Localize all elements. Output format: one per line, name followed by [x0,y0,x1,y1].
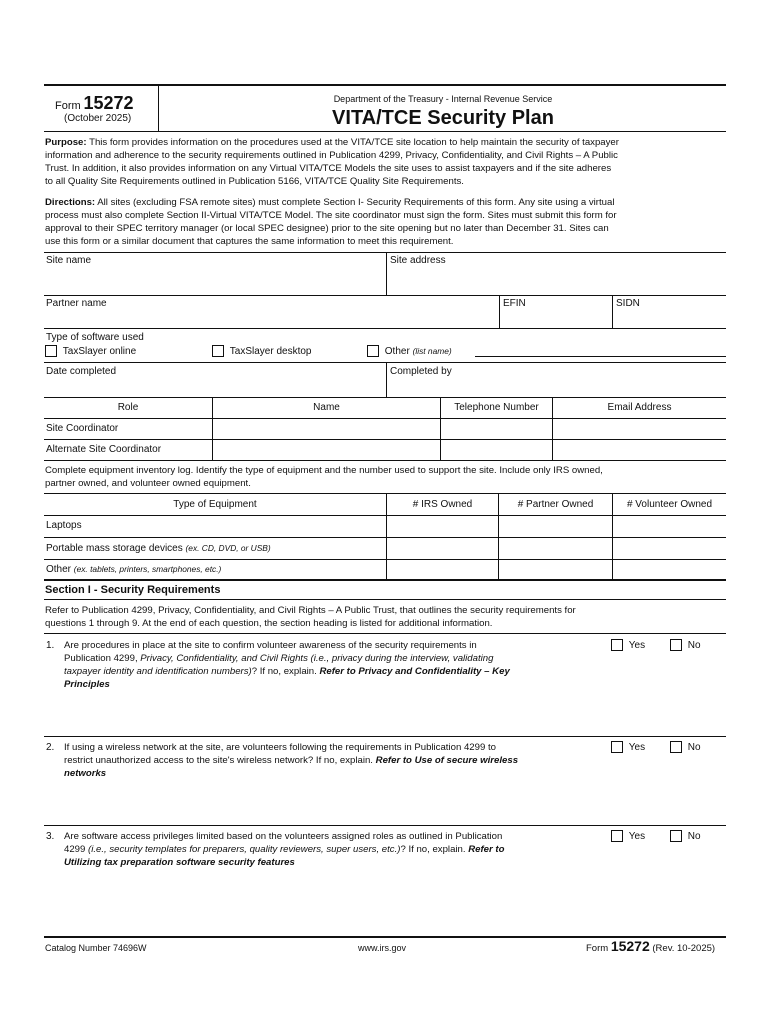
form-number: 15272 [83,93,134,113]
q2-no[interactable] [670,741,701,753]
website-link[interactable]: www.irs.gov [358,943,407,953]
checkbox[interactable] [212,345,224,357]
q3-explanation-area[interactable] [64,872,726,935]
form-date: (October 2025) [64,113,132,124]
efin-label: EFIN [503,298,526,309]
question-2-text [64,742,604,781]
no-label: No [687,830,701,842]
checkbox[interactable] [367,345,379,357]
partner-name-label: Partner name [46,298,107,309]
yes-label: Yes [628,639,646,651]
question-line: restrict unauthorized access to the site's wireless network? If no, explain. [64,754,376,766]
purpose-line: information and adherence to the security requirements outlined in Publication 4299, Privacy, Confidentiality, and Civil Rights – A Public [45,149,618,161]
footer-form-id [586,938,715,954]
question-reference: Utilizing tax preparation software security features [64,856,295,868]
q2-yes[interactable] [611,741,645,753]
inventory-col-divider [386,494,387,579]
purpose-label: Purpose: [45,137,87,148]
equipment-other [46,563,221,576]
role-table-bottom [44,460,726,461]
software-option-other[interactable] [367,345,452,357]
section-title: Section I - Security Requirements [45,584,221,596]
alt-coordinator-email[interactable] [553,440,726,460]
question-line: 4299 [64,843,89,855]
checkbox[interactable] [611,741,623,753]
no-label: No [687,741,701,753]
other-irs-count[interactable] [387,560,498,579]
question-line: (i.e., security templates for preparers, quality reviewers, super users, etc.) [88,843,401,855]
completed-by-label: Completed by [390,366,452,377]
inventory-col-divider [498,494,499,579]
role-table-top [44,397,726,398]
top-rule [44,84,726,86]
checkbox[interactable] [670,830,682,842]
question-number: 3. [46,831,55,842]
checkbox[interactable] [45,345,57,357]
irs-owned-header: # IRS Owned [412,499,473,510]
question-number: 1. [46,640,55,651]
equipment-type-header: Type of Equipment [173,499,257,510]
question-1-text [64,640,604,692]
role-col-divider [552,398,553,460]
question-line: ? If no, explain. [400,843,469,855]
inventory-intro-line: partner owned, and volunteer owned equipment. [45,477,251,489]
alt-coordinator-name[interactable] [213,440,440,460]
option-label: Other [384,345,410,357]
equipment-label: Portable mass storage devices [46,543,183,554]
other-partner-count[interactable] [499,560,612,579]
equipment-label: Other [46,564,72,575]
directions-line: approval to their SPEC territory manager (or local SPEC designee) prior to the site opening but no later than December 31. Sites can [45,222,609,234]
checkbox[interactable] [611,639,623,651]
sidn-label: SIDN [616,298,640,309]
question-reference: networks [64,767,107,779]
laptops-irs-count[interactable] [387,516,498,537]
question-reference: Refer to Use of secure wireless [375,754,519,766]
equipment-hint: (ex. CD, DVD, or USB) [185,543,271,553]
q1-yes[interactable] [611,639,645,651]
question-3-text [64,831,604,870]
directions-line: All sites (excluding FSA remote sites) must complete Section I- Security Requirements of this form. Any site using a virtual [95,197,615,208]
site-coordinator-phone[interactable] [441,419,552,439]
section-intro [45,605,735,631]
section-intro-line: Refer to Publication 4299, Privacy, Confidentiality, and Civil Rights – A Public Trust, that outlines the security requirements for [45,605,576,616]
site-coordinator-name[interactable] [213,419,440,439]
question-line: taxpayer identity and identification numbers) [64,665,252,677]
question-reference: Refer to Privacy and Confidentiality – Key [319,665,510,677]
software-option-taxslayer-online[interactable] [45,345,136,357]
section-rule [44,579,726,581]
role-col-divider [440,398,441,460]
laptops-partner-count[interactable] [499,516,612,537]
no-label: No [687,639,701,651]
volunteer-owned-header: # Volunteer Owned [626,499,713,510]
directions-line: process must also complete Section II-Virtual VITA/TCE Model. The site coordinator must sign the form. Sites must submit this form for [45,209,617,221]
footer-form-number: 15272 [610,938,650,954]
storage-irs-count[interactable] [387,538,498,559]
directions-text [45,197,735,249]
directions-label: Directions: [45,197,96,208]
checkbox[interactable] [611,830,623,842]
question-line: ? If no, explain. [251,665,320,677]
catalog-number: Catalog Number 74696W [45,943,147,953]
header-divider [158,85,159,131]
question-line: Are procedures in place at the site to confirm volunteer awareness of the security requirements in [64,640,477,651]
question-reference: Principles [64,678,110,690]
yes-label: Yes [628,741,646,753]
equipment-laptops: Laptops [46,520,82,531]
partner-owned-header: # Partner Owned [517,499,594,510]
footer-form-word: Form [586,943,611,954]
other-entry-line[interactable] [475,356,726,357]
email-header: Email Address [607,402,672,413]
q3-no[interactable] [670,830,701,842]
site-name-field[interactable] [44,253,386,295]
purpose-line: This form provides information on the procedures used at the VITA/TCE site location to help maintain the security of taxpayer [86,137,619,148]
question-rule [44,825,726,826]
question-line: Are software access privileges limited based on the volunteers assigned roles as outlined in Publication [64,831,503,842]
header-bottom-rule [44,131,726,132]
option-label: TaxSlayer online [62,345,137,357]
inventory-table-top [44,493,726,494]
section-intro-line: questions 1 through 9. At the end of each question, the section heading is listed for additional information. [45,617,493,629]
inventory-intro-line: Complete equipment inventory log. Identify the type of equipment and the number used to support the site. Include only IRS owned, [45,465,603,476]
question-line: Publication 4299, [64,652,141,664]
section-title-rule [44,599,726,600]
inventory-intro [45,465,735,491]
page-title: VITA/TCE Security Plan [332,107,554,129]
purpose-line: Trust. In addition, it also provides information on any Virtual VITA/TCE Models the site uses to assist taxpayers and if the site adheres [45,162,612,174]
site-address-label: Site address [390,255,446,266]
telephone-header: Telephone Number [454,402,539,413]
software-label: Type of software used [46,332,144,343]
other-hint: (list name) [412,346,452,356]
question-reference: Refer to [468,843,505,855]
role-header: Role [117,402,139,413]
site-name-label: Site name [46,255,92,266]
question-rule [44,633,726,634]
checkbox[interactable] [670,741,682,753]
role-site-coordinator: Site Coordinator [46,423,119,434]
equipment-portable-storage [46,542,271,555]
row-rule [44,328,726,329]
form-word: Form [55,100,81,112]
question-rule [44,736,726,737]
software-option-taxslayer-desktop[interactable] [212,345,312,357]
agency-name: Department of the Treasury - Internal Revenue Service [333,94,553,104]
q3-yes[interactable] [611,830,645,842]
footer-revision: (Rev. 10-2025) [649,943,716,954]
role-alternate-coordinator: Alternate Site Coordinator [46,444,162,455]
alt-coordinator-phone[interactable] [441,440,552,460]
question-line: Privacy, Confidentiality, and Civil Rights (i.e., privacy during the interview, validating [140,652,494,664]
question-number: 2. [46,742,55,753]
yes-label: Yes [628,830,646,842]
storage-volunteer-count[interactable] [613,538,726,559]
option-label: TaxSlayer desktop [229,345,312,357]
directions-line: use this form or a similar document that captures the same information to meet this requirement. [45,235,454,247]
site-coordinator-email[interactable] [553,419,726,439]
date-completed-label: Date completed [46,366,117,377]
form-id-block [55,93,155,114]
partner-name-field[interactable] [44,296,499,328]
other-volunteer-count[interactable] [613,560,726,579]
q2-explanation-area[interactable] [64,782,726,825]
role-col-divider [212,398,213,460]
inventory-col-divider [612,494,613,579]
equipment-hint: (ex. tablets, printers, smartphones, etc.) [73,564,222,574]
q1-explanation-area[interactable] [64,692,726,736]
question-line: If using a wireless network at the site, are volunteers following the requirements in Publication 4299 to [64,742,496,753]
storage-partner-count[interactable] [499,538,612,559]
q1-no[interactable] [670,639,701,651]
purpose-line: to all Quality Site Requirements outlined in Publication 5166, VITA/TCE Quality Site Requirements. [45,175,464,187]
checkbox[interactable] [670,639,682,651]
laptops-volunteer-count[interactable] [613,516,726,537]
name-header: Name [313,402,340,413]
purpose-text [45,137,735,189]
